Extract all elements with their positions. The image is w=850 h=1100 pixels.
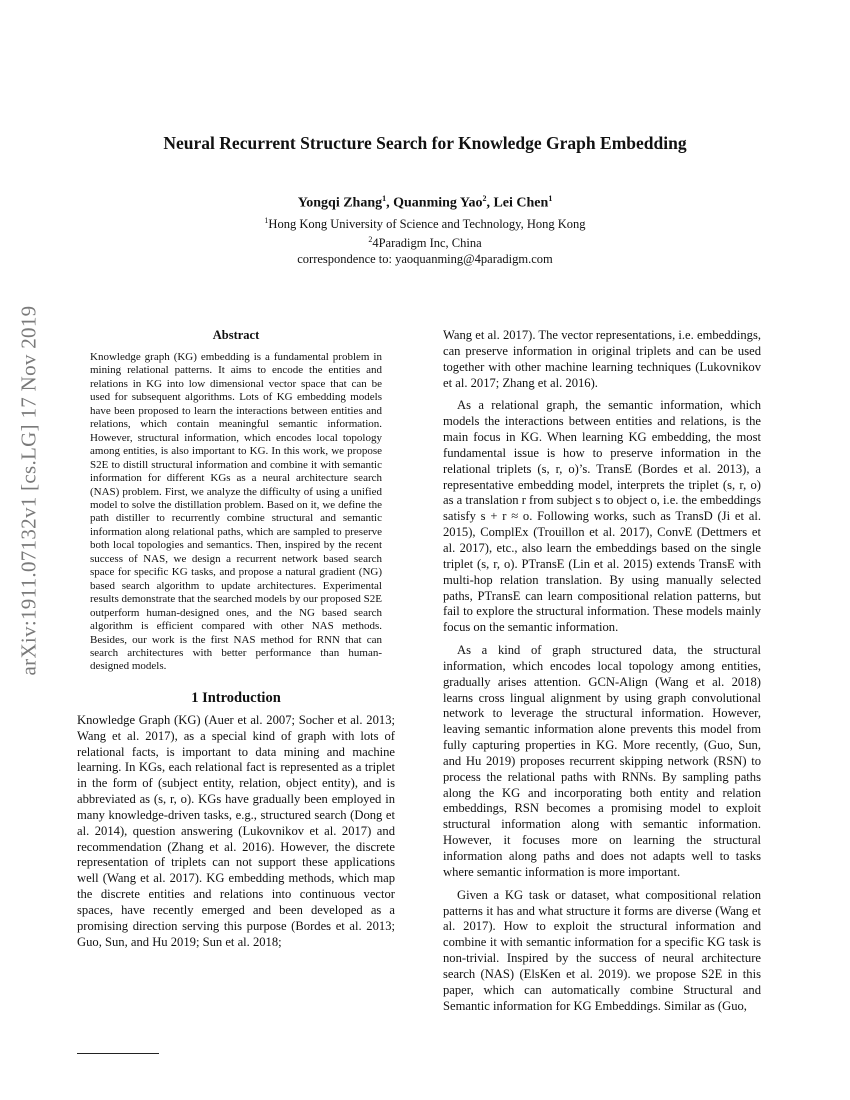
introduction-paragraph: Knowledge Graph (KG) (Auer et al. 2007; Socher et al. 2013; Wang et al. 2017), as a special kind of graph with lots of relational facts, is important to data mining and machine learning. In KGs, each relational fact is represented as a triplet in the form of (subject entity, relation, object entity), and is abbreviated as (s, r, o). KGs have gradually been employed in many knowledge-driven tasks, e.g., structured search (Dong et al. 2014), question answering (Lukovnikov et al. 2017) and recommendation (Zhang et al. 2016). However, the discrete representation of triplets can not support these applications well (Wang et al. 2017). KG embedding methods, which map the discrete entities and relations into continuous vector spaces, have recently emerged and been developed as a promising direction serving this purpose (Bordes et al. 2013; Guo, Sun, and Hu 2019; Sun et al. 2018; [77, 712, 395, 949]
paper-title: Neural Recurrent Structure Search for Knowledge Graph Embedding [163, 133, 687, 153]
affiliation-2 [0, 232, 850, 251]
author-affil-marker: 2 [482, 194, 487, 203]
affiliation-1 [0, 213, 850, 232]
affiliation-text: Hong Kong University of Science and Technology, Hong Kong [268, 216, 586, 231]
author-names [0, 190, 850, 213]
author-name: Quanming Yao [393, 195, 483, 211]
right-column [443, 328, 761, 1021]
author-separator: , [486, 195, 494, 211]
abstract-heading: Abstract [212, 328, 260, 342]
body-paragraph: As a relational graph, the semantic information, which models the interactions between entities and relations, is the main focus in KG. When learning KG embedding, the most fundamental issue is how to preserve information in the relational triplets (s, r, o)’s. TransE (Bordes et al. 2013), a representative embedding model, interprets the triplet (s, r, o) as a translation r from subject s to object o, i.e. the embeddings satisfy s + r ≈ o. Following works, such as TransD (Ji et al. 2015), ComplEx (Trouillon et al. 2017), ConvE (Dettmers et al. 2017), etc., also learn the embeddings based on the single triplet (s, r, o). PTransE (Lin et al. 2015) extends TransE with multi-hop relation translation. By using manually selected paths, PTransE can learn compositional relation patterns, but fail to explore the structural information. These models mainly focus on the semantic information. [443, 398, 761, 635]
correspondence-line: correspondence to: yaoquanming@4paradigm.com [297, 251, 553, 266]
section-heading-introduction: 1 Introduction [191, 689, 281, 706]
affil-marker: 1 [264, 215, 269, 225]
author-separator: , [386, 195, 394, 211]
body-paragraph: Given a KG task or dataset, what compositional relation patterns it has and what structure it forms are diverse (Wang et al. 2017). How to exploit the structural information and combine it with semantic information for a specific KG task is non-trivial. Inspired by the success of neural architecture search (NAS) (ElsKen et al. 2019). we propose S2E in this paper, which can automatically combine Structural and Semantic information for KG Embeddings. Similar as (Guo, [443, 887, 761, 1013]
arxiv-identifier-stamp [12, 290, 46, 690]
affiliation-text: 4Paradigm Inc, China [372, 235, 482, 250]
arxiv-identifier-text: arXiv:1911.07132v1 [cs.LG] 17 Nov 2019 [16, 305, 41, 675]
author-affil-marker: 1 [548, 194, 553, 203]
author-name: Lei Chen [493, 195, 549, 211]
author-affil-marker: 1 [382, 194, 387, 203]
footnote-divider [77, 1053, 159, 1054]
body-paragraph: Wang et al. 2017). The vector representations, i.e. embeddings, can preserve information in original triplets and can be used together with other machine learning techniques (Lukovnikov et al. 2017; Zhang et al. 2016). [443, 328, 761, 390]
affil-marker: 2 [368, 234, 373, 244]
abstract-body: Knowledge graph (KG) embedding is a fundamental problem in mining relational patterns. It aims to encode the entities and relations in KG into low dimensional vector space that can be used for subsequent algorithms. Lots of KG embedding models have been proposed to learn the interactions between entities and relations, which contain meaningful semantic information. However, structural information, which encodes local topology among entities, is also important to KG. In this work, we propose S2E to distill structural information and combine it with semantic information for different KGs as a neural architecture search (NAS) problem. First, we analyze the difficulty of using a unified model to solve the distillation problem. Based on it, we define the path distiller to recurrently combine structural and semantic information along relational paths, which are sampled to preserve both local topologies and semantics. Then, inspired by the recent success of NAS, we design a recurrent network based search space for specific KG tasks, and propose a natural gradient (NG) based search algorithm to update architectures. Experimental results demonstrate that the searched models by our proposed S2E outperform human-designed ones, and the NG based search algorithm is efficient compared with other NAS methods. Besides, our work is the first NAS method for RNN that can search architectures with better performance than human-designed models. [90, 351, 382, 673]
body-paragraph: As a kind of graph structured data, the structural information, which encodes local topology among entities, gradually arises attention. GCN-Align (Wang et al. 2018) learns cross lingual alignment by using graph convolutional network to leverage the structural information. However, leaving semantic information alone prevents this model from fully capturing properties in KG. More recently, (Guo, Sun, and Hu 2019) proposes recurrent skipping network (RSN) to process the relational paths with RNNs. By sampling paths along the KG and incorporating both entity and relation embeddings, RSN becomes a promising model to exploit structural information along with semantic information. However, it focuses more on learning the structural information along paths and does not adapts well to tasks where semantic information is more important. [443, 643, 761, 879]
author-name: Yongqi Zhang [297, 195, 383, 211]
left-column [77, 328, 395, 951]
author-block [0, 190, 850, 267]
